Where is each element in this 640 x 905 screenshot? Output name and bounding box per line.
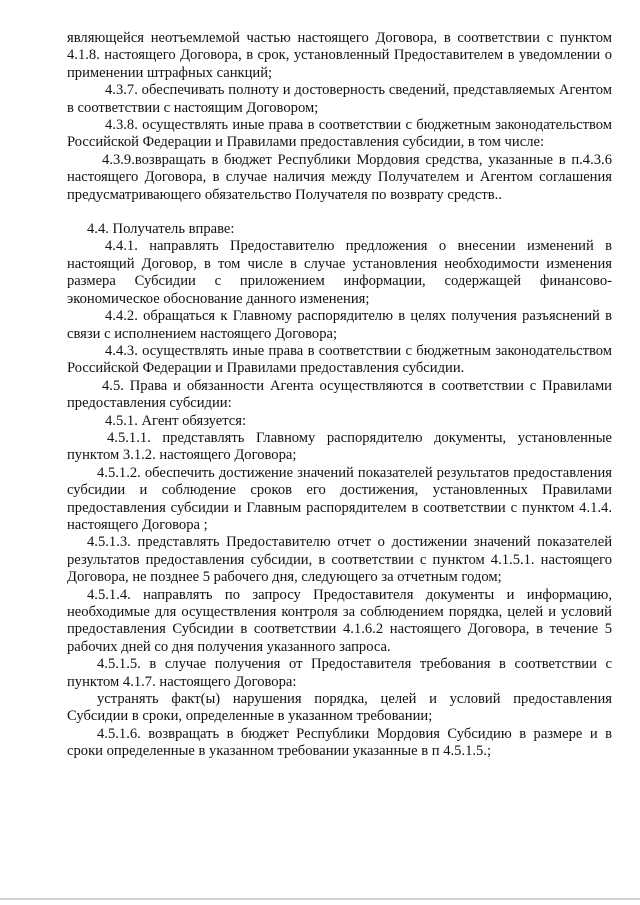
- paragraph-4-4-3: 4.4.3. осуществлять иные права в соответствии с бюджетным законодательством Российской Федерации и Правилами предоставления субсидии.: [67, 342, 612, 377]
- paragraph-4-5: 4.5. Права и обязанности Агента осуществляются в соответствии с Правилами предоставления субсидии:: [67, 377, 612, 412]
- paragraph-4-5-1-5: 4.5.1.5. в случае получения от Предоставителя требования в соответствии с пунктом 4.1.7. настоящего Договора:: [67, 656, 612, 690]
- paragraph-continuation: являющейся неотъемлемой частью настоящего Договора, в соответствии с пунктом 4.1.8. настоящего Договора, в срок, установленный Предоставителем в уведомлении о применении штрафных санкций;: [67, 30, 612, 81]
- paragraph-4-4-1: 4.4.1. направлять Предоставителю предложения о внесении изменений в настоящий Договор, в том числе в случае установления необходимости изменения размера Субсидии с приложением информации, содержащей финансово-экономическое обоснование данного изменения;: [67, 238, 612, 307]
- paragraph-4-4: 4.4. Получатель вправе:: [87, 221, 235, 238]
- page-bottom-edge: [0, 898, 640, 900]
- paragraph-spacer: [67, 204, 612, 221]
- paragraph-4-5-1: 4.5.1. Агент обязуется:: [105, 412, 247, 429]
- paragraph-4-5-1-6: 4.5.1.6. возвращать в бюджет Республики Мордовия Субсидию в размере и в сроки определенные в указанном требовании указанные в п 4.5.1.5.;: [67, 725, 612, 760]
- paragraph-4-3-7: 4.3.7. обеспечивать полноту и достоверность сведений, представляемых Агентом в соответствии с настоящим Договором;: [67, 82, 612, 116]
- paragraph-4-5-1-2: 4.5.1.2. обеспечить достижение значений показателей результатов предоставления субсидии и соблюдение сроков его достижения, установленных Правилами предоставления субсидии и Главным распорядителем в соответствии с пунктом 4.1.4. настоящего Договора ;: [67, 464, 612, 533]
- paragraph-4-5-1-4: 4.5.1.4. направлять по запросу Предоставителя документы и информацию, необходимые для осуществления контроля за соблюдением порядка, целей и условий предоставления Субсидии в соответствии 4.1.6.2 настоящего Договора, в течение 5 рабочих дней со дня получения указанного запроса.: [67, 586, 612, 655]
- paragraph-4-4-2: 4.4.2. обращаться к Главному распорядителю в целях получения разъяснений в связи с исполнением настоящего Договора;: [67, 308, 612, 342]
- paragraph-4-5-1-1: 4.5.1.1. представлять Главному распорядителю документы, установленные пунктом 3.1.2. настоящего Договора;: [67, 429, 612, 464]
- document-page: [67, 30, 612, 761]
- paragraph-4-3-8: 4.3.8. осуществлять иные права в соответствии с бюджетным законодательством Российской Федерации и Правилами предоставления субсидии, в том числе:: [67, 117, 612, 151]
- paragraph-4-5-1-3: 4.5.1.3. представлять Предоставителю отчет о достижении значений показателей результатов предоставления субсидии, в соответствии с пунктом 4.1.5.1. настоящего Договора, не позднее 5 рабочего дня, следующего за отчетным годом;: [67, 534, 612, 586]
- paragraph-remedy: устранять факт(ы) нарушения порядка, целей и условий предоставления Субсидии в сроки, определенные в указанном требовании;: [67, 691, 612, 725]
- paragraph-4-3-9: 4.3.9.возвращать в бюджет Республики Мордовия средства, указанные в п.4.3.6 настоящего Договора, в случае наличия между Получателем и Агентом соглашения предусматривающего обязательство Получателя по возврату средств..: [67, 151, 612, 203]
